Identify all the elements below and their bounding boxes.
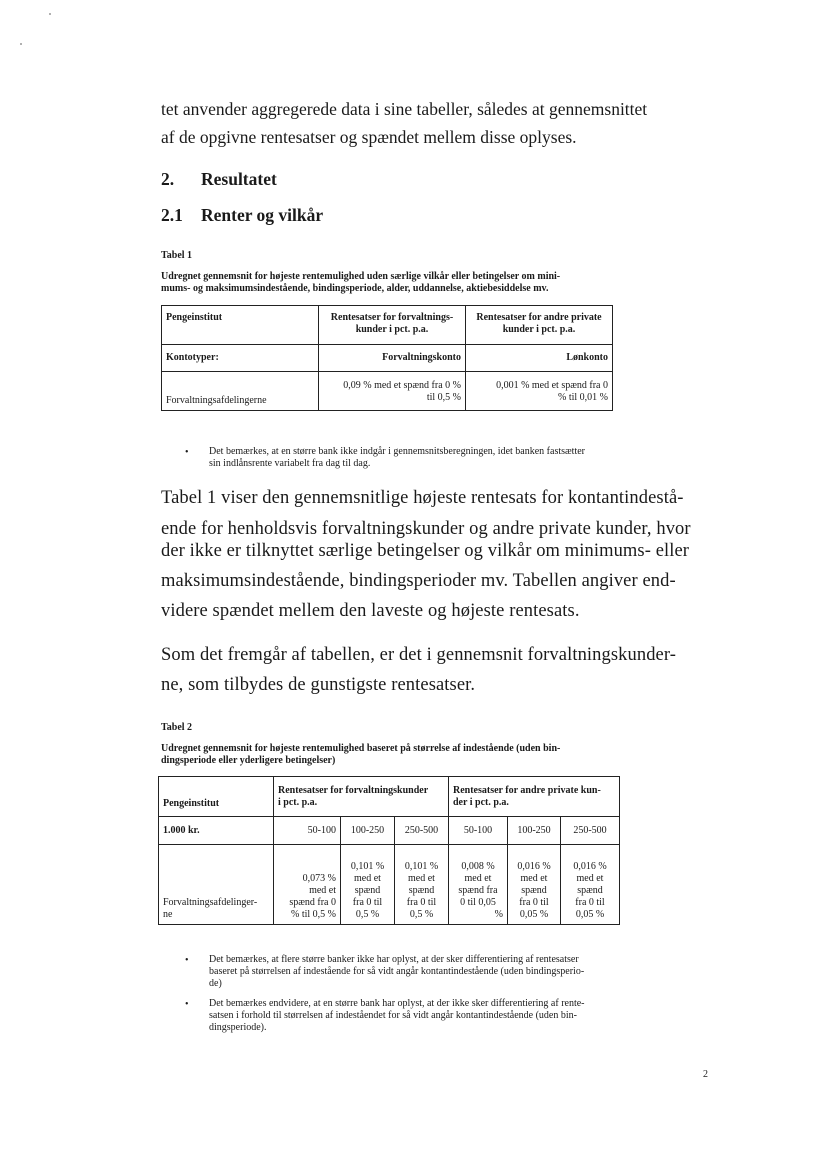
table-2-cell — [449, 845, 508, 925]
table-2-range: 250-500 — [395, 817, 449, 845]
cell-line: 0,016 % — [517, 861, 551, 872]
cell-line: spænd — [408, 885, 435, 896]
header-line: Rentesatser for andre private kun- — [453, 785, 601, 796]
table-1-header-forvaltning — [319, 306, 466, 345]
cell-line: spænd — [577, 885, 603, 896]
note-1-bullet: • — [185, 447, 189, 458]
table-2-label: Tabel 2 — [161, 722, 193, 733]
note-2a-line-2: baseret på størrelsen af indestående for så vidt angår kontantindestående (uden bindingsperio- — [209, 966, 585, 977]
para-1-line-3: der ikke er tilknyttet særlige betingelser og vilkår om minimums- eller — [161, 541, 690, 561]
table-2-range: 100-250 — [508, 817, 561, 845]
intro-line-2: af de opgivne rentesatser og spændet mellem disse oplyses. — [161, 127, 577, 147]
table-2-cell — [395, 845, 449, 925]
cell-line: spænd fra — [458, 885, 498, 896]
table-2-header-institute: Pengeinstitut — [159, 777, 274, 817]
note-2b-bullet: • — [185, 999, 189, 1010]
table-1-private-value — [466, 372, 613, 411]
para-1-line-2: ende for henholdsvis forvaltningskunder og andre private kunder, hvor — [161, 519, 691, 539]
table-1-caption-line-1: Udregnet gennemsnit for højeste rentemulighed uden særlige vilkår eller betingelser om mini- — [161, 271, 561, 282]
table-2-range: 50-100 — [274, 817, 341, 845]
note-2a-line-1: Det bemærkes, at flere større banker ikke har oplyst, at der sker differentiering af rentesatser — [209, 954, 579, 965]
header-line: Rentesatser for forvaltnings- — [330, 312, 454, 323]
cell-line: med et — [354, 873, 381, 884]
table-2-range: 250-500 — [561, 817, 620, 845]
table-1-label: Tabel 1 — [161, 250, 193, 261]
section-2-1-title: Renter og vilkår — [201, 205, 324, 225]
table-2-cell — [274, 845, 341, 925]
cell-line: Forvaltningsafdelinger- — [163, 897, 258, 908]
page-number: 2 — [703, 1069, 708, 1080]
table-2-row-label — [159, 845, 274, 925]
cell-line: 0,09 % med et spænd fra 0 % — [343, 380, 461, 391]
cell-line: til 0,5 % — [426, 392, 461, 403]
note-1-line-1: Det bemærkes, at en større bank ikke indgår i gennemsnitsberegningen, idet banken fastsætter — [209, 446, 586, 457]
table-1-header-private — [466, 306, 613, 345]
cell-line: spænd — [521, 885, 547, 896]
cell-line: 0,05 % — [519, 909, 549, 920]
note-2a-line-3: de) — [209, 978, 222, 989]
table-2-range: 50-100 — [449, 817, 508, 845]
cell-line: spænd — [354, 885, 381, 896]
cell-line: ne — [163, 909, 173, 920]
table-2 — [158, 776, 620, 925]
cell-line: fra 0 til — [519, 897, 549, 908]
cell-line: 0,008 % — [461, 861, 495, 872]
cell-line: 0,101 % — [350, 861, 385, 872]
note-2b-line-3: dingsperiode). — [209, 1022, 267, 1033]
cell-line: fra 0 til — [406, 897, 437, 908]
table-2-cell — [561, 845, 620, 925]
section-2-title: Resultatet — [201, 169, 277, 189]
para-2-line-2: ne, som tilbydes de gunstigste rentesatser. — [161, 675, 476, 695]
para-1-line-5: videre spændet mellem den laveste og højeste rentesats. — [161, 601, 580, 621]
table-1 — [161, 305, 613, 411]
intro-line-1: tet anvender aggregerede data i sine tabeller, således at gennemsnittet — [161, 99, 648, 119]
table-1-caption-line-2: mums- og maksimumsindestående, bindingsperiode, alder, uddannelse, aktiebesiddelse mv. — [161, 283, 549, 294]
table-2-cell — [341, 845, 395, 925]
para-1-line-4: maksimumsindestående, bindingsperioder mv. Tabellen angiver end- — [161, 571, 676, 591]
cell-line: 0,073 % — [302, 873, 336, 884]
cell-line: 0,5 % — [355, 909, 380, 920]
table-1-lonkonto: Lønkonto — [466, 345, 613, 372]
table-2-caption-line-2: dingsperiode eller yderligere betingelser) — [161, 755, 336, 766]
table-1-forvaltning-value — [319, 372, 466, 411]
para-2-line-1: Som det fremgår af tabellen, er det i gennemsnit forvaltningskunder- — [161, 645, 677, 665]
scan-speck — [49, 13, 51, 15]
cell-line: 0 til 0,05 — [460, 897, 496, 908]
cell-line: med et — [408, 873, 435, 884]
note-2b-line-1: Det bemærkes endvidere, at en større bank har oplyst, at der ikke sker differentiering af rente- — [209, 998, 585, 1009]
table-2-header-private — [449, 777, 620, 817]
cell-line: med et — [576, 873, 604, 884]
cell-line: fra 0 til — [352, 897, 383, 908]
table-2-cell — [508, 845, 561, 925]
section-2-number: 2. — [161, 169, 175, 189]
table-2-range: 100-250 — [341, 817, 395, 845]
header-line: Rentesatser for andre private — [476, 312, 602, 323]
table-1-header-institute: Pengeinstitut — [162, 306, 319, 345]
section-2-1-number: 2.1 — [161, 205, 183, 225]
cell-line: % til 0,5 % — [291, 909, 336, 920]
table-1-forvaltningskonto: Forvaltningskonto — [319, 345, 466, 372]
cell-line: 0,5 % — [409, 909, 434, 920]
note-1-line-2: sin indlånsrente variabelt fra dag til dag. — [209, 458, 371, 469]
table-2-header-forvaltning — [274, 777, 449, 817]
table-1-kontotyper: Kontotyper: — [162, 345, 319, 372]
para-1-line-1: Tabel 1 viser den gennemsnitlige højeste rentesats for kontantindestå- — [161, 488, 684, 508]
header-line: kunder i pct. p.a. — [355, 324, 429, 335]
cell-line: % til 0,01 % — [558, 392, 608, 403]
note-2b-line-2: satsen i forhold til størrelsen af indeståendet for så vidt angår kontantindestående (uden bin- — [209, 1010, 577, 1021]
cell-line: 0,05 % — [575, 909, 605, 920]
cell-line: 0,001 % med et spænd fra 0 — [496, 380, 608, 391]
scan-speck — [20, 43, 22, 45]
table-2-amount-label: 1.000 kr. — [159, 817, 274, 845]
note-2a-bullet: • — [185, 955, 189, 966]
cell-line: spænd fra 0 — [289, 897, 336, 908]
cell-line: med et — [520, 873, 548, 884]
table-2-caption-line-1: Udregnet gennemsnit for højeste rentemulighed baseret på størrelse af indestående (uden bin- — [161, 743, 561, 754]
header-line: kunder i pct. p.a. — [502, 324, 576, 335]
header-line: i pct. p.a. — [278, 797, 318, 808]
cell-line: 0,016 % — [573, 861, 607, 872]
cell-line: % — [494, 909, 503, 920]
header-line: der i pct. p.a. — [453, 797, 509, 808]
header-line: Rentesatser for forvaltningskunder — [278, 785, 429, 796]
table-1-row-label: Forvaltningsafdelingerne — [162, 372, 319, 411]
cell-line: med et — [464, 873, 492, 884]
cell-line: med et — [309, 885, 336, 896]
cell-line: fra 0 til — [575, 897, 605, 908]
cell-line: 0,101 % — [404, 861, 439, 872]
